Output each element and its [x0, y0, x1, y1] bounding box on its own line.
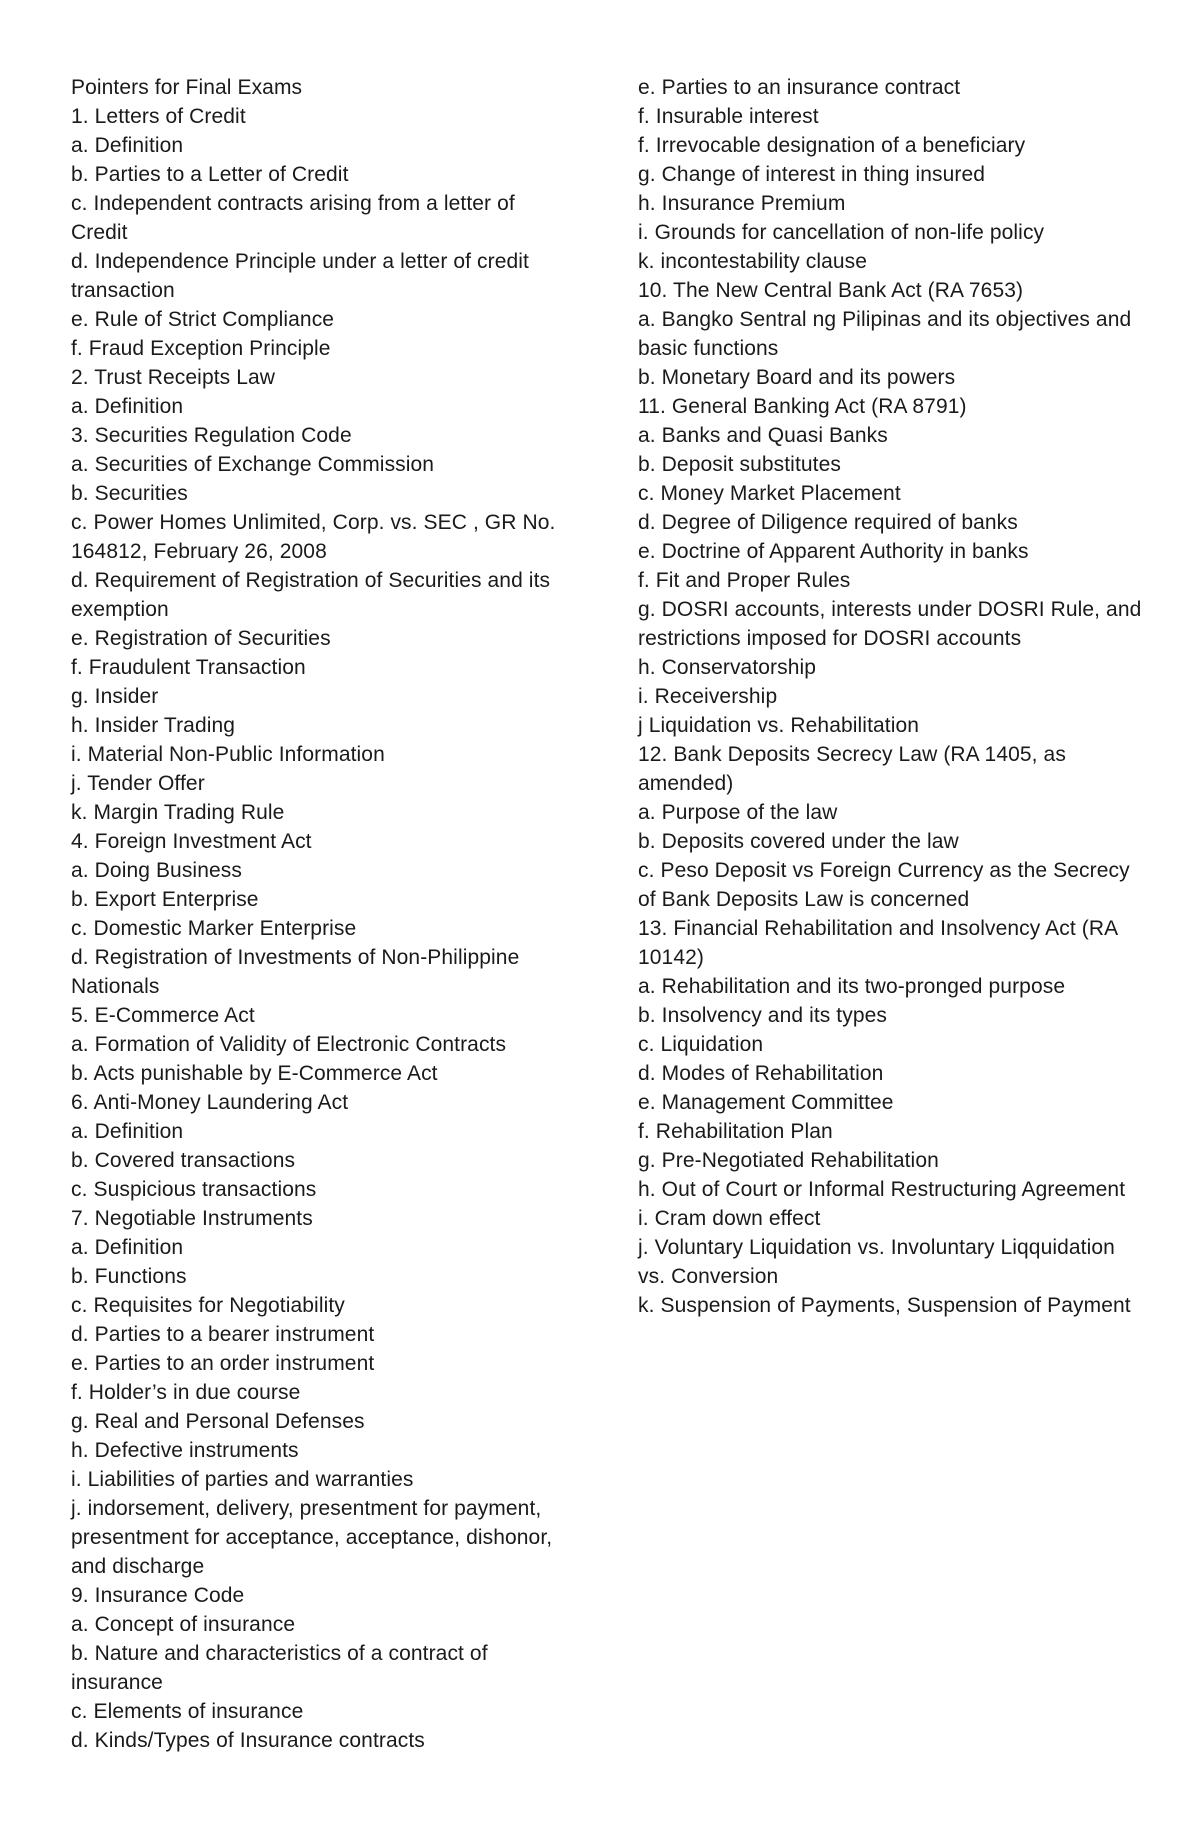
list-item: h. Insider Trading — [71, 714, 236, 737]
list-item: c. Money Market Placement — [638, 482, 901, 505]
list-item: f. Irrevocable designation of a beneficiary — [638, 134, 1026, 157]
list-item: c. Peso Deposit vs Foreign Currency as the Secrecy of Bank Deposits Law is concerned — [638, 859, 1130, 911]
list-item: k. Margin Trading Rule — [71, 801, 285, 824]
section-heading: 13. Financial Rehabilitation and Insolvency Act (RA 10142) — [638, 917, 1118, 969]
list-item: e. Doctrine of Apparent Authority in banks — [638, 540, 1029, 563]
list-item: b. Export Enterprise — [71, 888, 259, 911]
list-item: i. Receivership — [638, 685, 778, 708]
list-item: b. Nature and characteristics of a contract of insurance — [71, 1642, 488, 1694]
list-item: e. Parties to an insurance contract — [638, 76, 961, 99]
list-item: h. Insurance Premium — [638, 192, 846, 215]
list-item: e. Rule of Strict Compliance — [71, 308, 335, 331]
list-item: f. Insurable interest — [638, 105, 819, 128]
left-column — [71, 73, 576, 1755]
list-item: g. Pre-Negotiated Rehabilitation — [638, 1149, 939, 1172]
list-item: f. Fraud Exception Principle — [71, 337, 331, 360]
list-item: a. Securities of Exchange Commission — [71, 453, 435, 476]
section-heading: 7. Negotiable Instruments — [71, 1207, 313, 1230]
section-heading: 2. Trust Receipts Law — [71, 366, 276, 389]
section-heading: 1. Letters of Credit — [71, 105, 246, 128]
section-heading: 11. General Banking Act (RA 8791) — [638, 395, 967, 418]
list-item: a. Rehabilitation and its two-pronged purpose — [638, 975, 1066, 998]
list-item: f. Holder’s in due course — [71, 1381, 301, 1404]
list-item: b. Monetary Board and its powers — [638, 366, 956, 389]
list-item: j. Tender Offer — [71, 772, 205, 795]
list-item: g. Change of interest in thing insured — [638, 163, 986, 186]
list-item: a. Definition — [71, 395, 184, 418]
list-item: h. Defective instruments — [71, 1439, 299, 1462]
list-item: i. Material Non-Public Information — [71, 743, 385, 766]
list-item: b. Acts punishable by E-Commerce Act — [71, 1062, 438, 1085]
list-item: a. Concept of insurance — [71, 1613, 296, 1636]
list-item: d. Registration of Investments of Non-Philippine Nationals — [71, 946, 520, 998]
list-item: a. Purpose of the law — [638, 801, 838, 824]
list-item: d. Kinds/Types of Insurance contracts — [71, 1729, 425, 1752]
list-item: j. indorsement, delivery, presentment for payment, presentment for acceptance, acceptance, dishonor, and discharge — [71, 1497, 553, 1578]
list-item: b. Covered transactions — [71, 1149, 296, 1172]
list-item: d. Parties to a bearer instrument — [71, 1323, 375, 1346]
list-item: b. Deposit substitutes — [638, 453, 841, 476]
list-item: c. Elements of insurance — [71, 1700, 304, 1723]
list-item: h. Conservatorship — [638, 656, 817, 679]
list-item: c. Liquidation — [638, 1033, 764, 1056]
list-item: e. Parties to an order instrument — [71, 1352, 375, 1375]
list-item: b. Parties to a Letter of Credit — [71, 163, 349, 186]
list-item: j Liquidation vs. Rehabilitation — [638, 714, 920, 737]
list-item: i. Cram down effect — [638, 1207, 821, 1230]
right-column — [638, 73, 1143, 1320]
list-item: f. Fit and Proper Rules — [638, 569, 851, 592]
list-item: b. Functions — [71, 1265, 187, 1288]
list-item: g. DOSRI accounts, interests under DOSRI Rule, and restrictions imposed for DOSRI accounts — [638, 598, 1142, 650]
list-item: d. Modes of Rehabilitation — [638, 1062, 884, 1085]
list-item: i. Grounds for cancellation of non-life policy — [638, 221, 1045, 244]
list-item: c. Suspicious transactions — [71, 1178, 317, 1201]
list-item: k. Suspension of Payments, Suspension of Payment — [638, 1294, 1131, 1317]
section-heading: 3. Securities Regulation Code — [71, 424, 352, 447]
list-item: a. Doing Business — [71, 859, 242, 882]
list-item: c. Power Homes Unlimited, Corp. vs. SEC , GR No. 164812, February 26, 2008 — [71, 511, 556, 563]
list-item: i. Liabilities of parties and warranties — [71, 1468, 414, 1491]
section-heading: 9. Insurance Code — [71, 1584, 245, 1607]
list-item: g. Insider — [71, 685, 159, 708]
list-item: a. Bangko Sentral ng Pilipinas and its objectives and basic functions — [638, 308, 1132, 360]
list-item: a. Definition — [71, 134, 184, 157]
list-item: a. Definition — [71, 1236, 184, 1259]
list-item: e. Registration of Securities — [71, 627, 331, 650]
list-item: d. Requirement of Registration of Securities and its exemption — [71, 569, 551, 621]
document-title: Pointers for Final Exams — [71, 76, 303, 99]
list-item: g. Real and Personal Defenses — [71, 1410, 365, 1433]
list-item: h. Out of Court or Informal Restructuring Agreement — [638, 1178, 1126, 1201]
list-item: b. Deposits covered under the law — [638, 830, 959, 853]
list-item: a. Definition — [71, 1120, 184, 1143]
list-item: d. Independence Principle under a letter of credit transaction — [71, 250, 529, 302]
list-item: d. Degree of Diligence required of banks — [638, 511, 1018, 534]
list-item: c. Requisites for Negotiability — [71, 1294, 345, 1317]
section-heading: 12. Bank Deposits Secrecy Law (RA 1405, as amended) — [638, 743, 1066, 795]
list-item: b. Insolvency and its types — [638, 1004, 887, 1027]
section-heading: 6. Anti-Money Laundering Act — [71, 1091, 349, 1114]
list-item: e. Management Committee — [638, 1091, 894, 1114]
list-item: j. Voluntary Liquidation vs. Involuntary Liqquidation vs. Conversion — [638, 1236, 1115, 1288]
list-item: f. Rehabilitation Plan — [638, 1120, 833, 1143]
list-item: c. Independent contracts arising from a letter of Credit — [71, 192, 515, 244]
list-item: a. Banks and Quasi Banks — [638, 424, 888, 447]
list-item: a. Formation of Validity of Electronic Contracts — [71, 1033, 507, 1056]
section-heading: 10. The New Central Bank Act (RA 7653) — [638, 279, 1024, 302]
section-heading: 5. E-Commerce Act — [71, 1004, 255, 1027]
list-item: b. Securities — [71, 482, 188, 505]
list-item: k. incontestability clause — [638, 250, 868, 273]
list-item: c. Domestic Marker Enterprise — [71, 917, 357, 940]
list-item: f. Fraudulent Transaction — [71, 656, 306, 679]
section-heading: 4. Foreign Investment Act — [71, 830, 312, 853]
